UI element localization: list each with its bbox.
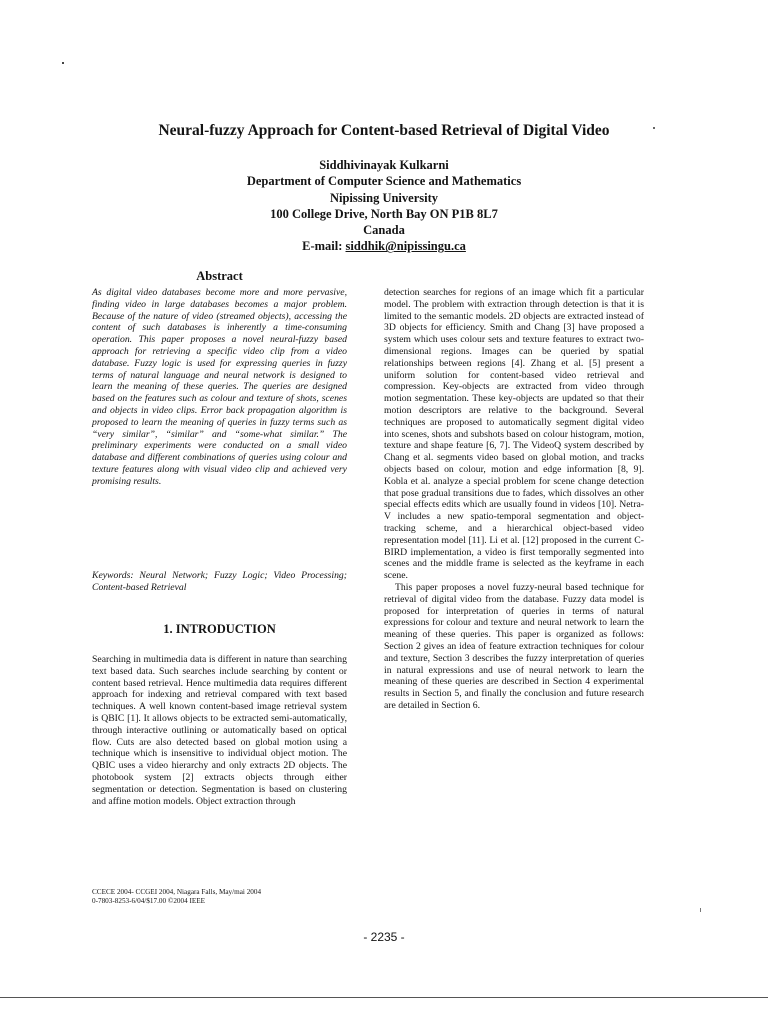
paper-title: Neural-fuzzy Approach for Content-based Retrieval of Digital Video bbox=[158, 122, 610, 139]
email-line bbox=[0, 238, 768, 254]
abstract-heading: Abstract bbox=[196, 269, 243, 283]
right-column-paragraph-1: detection searches for regions of an image which fit a particular model. The problem with extraction through detection is that it is limited to the semantic models. 2D objects are extracted instead of 3D objects for efficiency. Smith and Chang [3] have proposed a system which uses colour sets and texture features to extract two-dimensional regions. Images can be queried by spatial relationships between regions [4]. Zhang et al. [5] present a uniform solution for content-based video retrieval and compression. Key-objects are extracted from video through motion segmentation. These key-objects are updated so that their motion descriptors are relative to the background. Several techniques are proposed to automatically segment digital video into scenes, shots and subshots based on colour histogram, motion, texture and shape feature [6, 7]. The VideoQ system described by Chang et al. segments video based on global motion, and tracks objects based on colour, motion and edge information [8, 9]. Kobla et al. analyze a special problem for scene change detection that pose gradual transitions due to fades, which dissolves an other special effects edits which are usually found in videos [10]. Netra-V includes a new spatio-temporal segmentation and object-tracking scheme, and a hierarchical object-based video representation model [11]. Li et al. [12] proposed in the current C-BIRD implementation, a video is first temporally segmented into scenes and the middle frame is selected as the keyframe in each scene. bbox=[384, 287, 644, 582]
country: Canada bbox=[363, 223, 405, 238]
address: 100 College Drive, North Bay ON P1B 8L7 bbox=[270, 206, 498, 221]
scan-speck bbox=[700, 908, 701, 912]
university: Nipissing University bbox=[329, 190, 438, 205]
introduction-text: Searching in multimedia data is different in nature than searching text based data. Such searches include searching by content or content based retrieval. Hence multimedia data requires different approach for indexing and retrieval compared with text based techniques. A well known content-based image retrieval system is QBIC [1]. It allows objects to be extracted semi-automatically, through interactive outlining or automatically based on optical flow. Cuts are also detected based on global motion using a technique which is insensitive to individual object motion. The QBIC uses a video hierarchy and only extracts 2D objects. The photobook system [2] extracts objects through either segmentation or detection. Segmentation is based on clustering and affine motion models. Object extraction through bbox=[92, 654, 347, 807]
email-link[interactable]: siddhik@nipissingu.ca bbox=[345, 239, 466, 254]
conference-line: CCECE 2004- CCGEI 2004, Niagara Falls, May/mai 2004 bbox=[92, 888, 262, 896]
keywords: Keywords: Neural Network; Fuzzy Logic; Video Processing; Content-based Retrieval bbox=[92, 570, 347, 593]
right-column-paragraph-2: This paper proposes a novel fuzzy-neural based technique for retrieval of digital video from the database. Fuzzy data model is proposed for interpretation of queries in terms of natural expressions for colour and texture and neural network to learn the meaning of these queries. This paper is organized as follows: Section 2 gives an idea of feature extraction techniques for colour and texture, Section 3 describes the fuzzy interpretation of queries in natural expressions and use of neural network to learn the meaning of these queries are described in Section 4 experimental results in Section 5, and finally the conclusion and future research are detailed in Section 6. bbox=[384, 581, 644, 711]
page-bottom-rule bbox=[0, 997, 768, 998]
page-number: - 2235 - bbox=[363, 930, 405, 944]
scan-speck bbox=[62, 62, 64, 64]
author-block bbox=[0, 157, 768, 255]
isbn-line: 0-7803-8253-6/04/$17.00 ©2004 IEEE bbox=[92, 897, 206, 905]
introduction-heading: 1. INTRODUCTION bbox=[163, 622, 276, 636]
conference-footnote bbox=[92, 888, 392, 906]
right-column bbox=[384, 287, 644, 712]
author-name: Siddhivinayak Kulkarni bbox=[319, 158, 449, 172]
department: Department of Computer Science and Mathematics bbox=[246, 174, 522, 189]
email-label: E-mail: bbox=[302, 239, 346, 254]
abstract-text: As digital video databases become more and more pervasive, finding video in large databases becomes a major problem. Because of the nature of video (streamed objects), accessing the content of such databases is inherently a time-consuming operation. This paper proposes a novel neural-fuzzy based approach for retrieving a specific video clip from a video database. Fuzzy logic is used for expressing queries in fuzzy terms of natural language and neural network is designed to learn the meaning of these queries. The queries are designed based on the features such as colour and texture of shots, scenes and objects in video clips. Error back propagation algorithm is proposed to learn the meaning of queries in fuzzy terms such as “very similar”, “similar” and “some-what similar.” The preliminary experiments were conducted on a small video database and different combinations of queries using colour and texture features along with visual video clip and achieved very promising results. bbox=[92, 287, 347, 487]
